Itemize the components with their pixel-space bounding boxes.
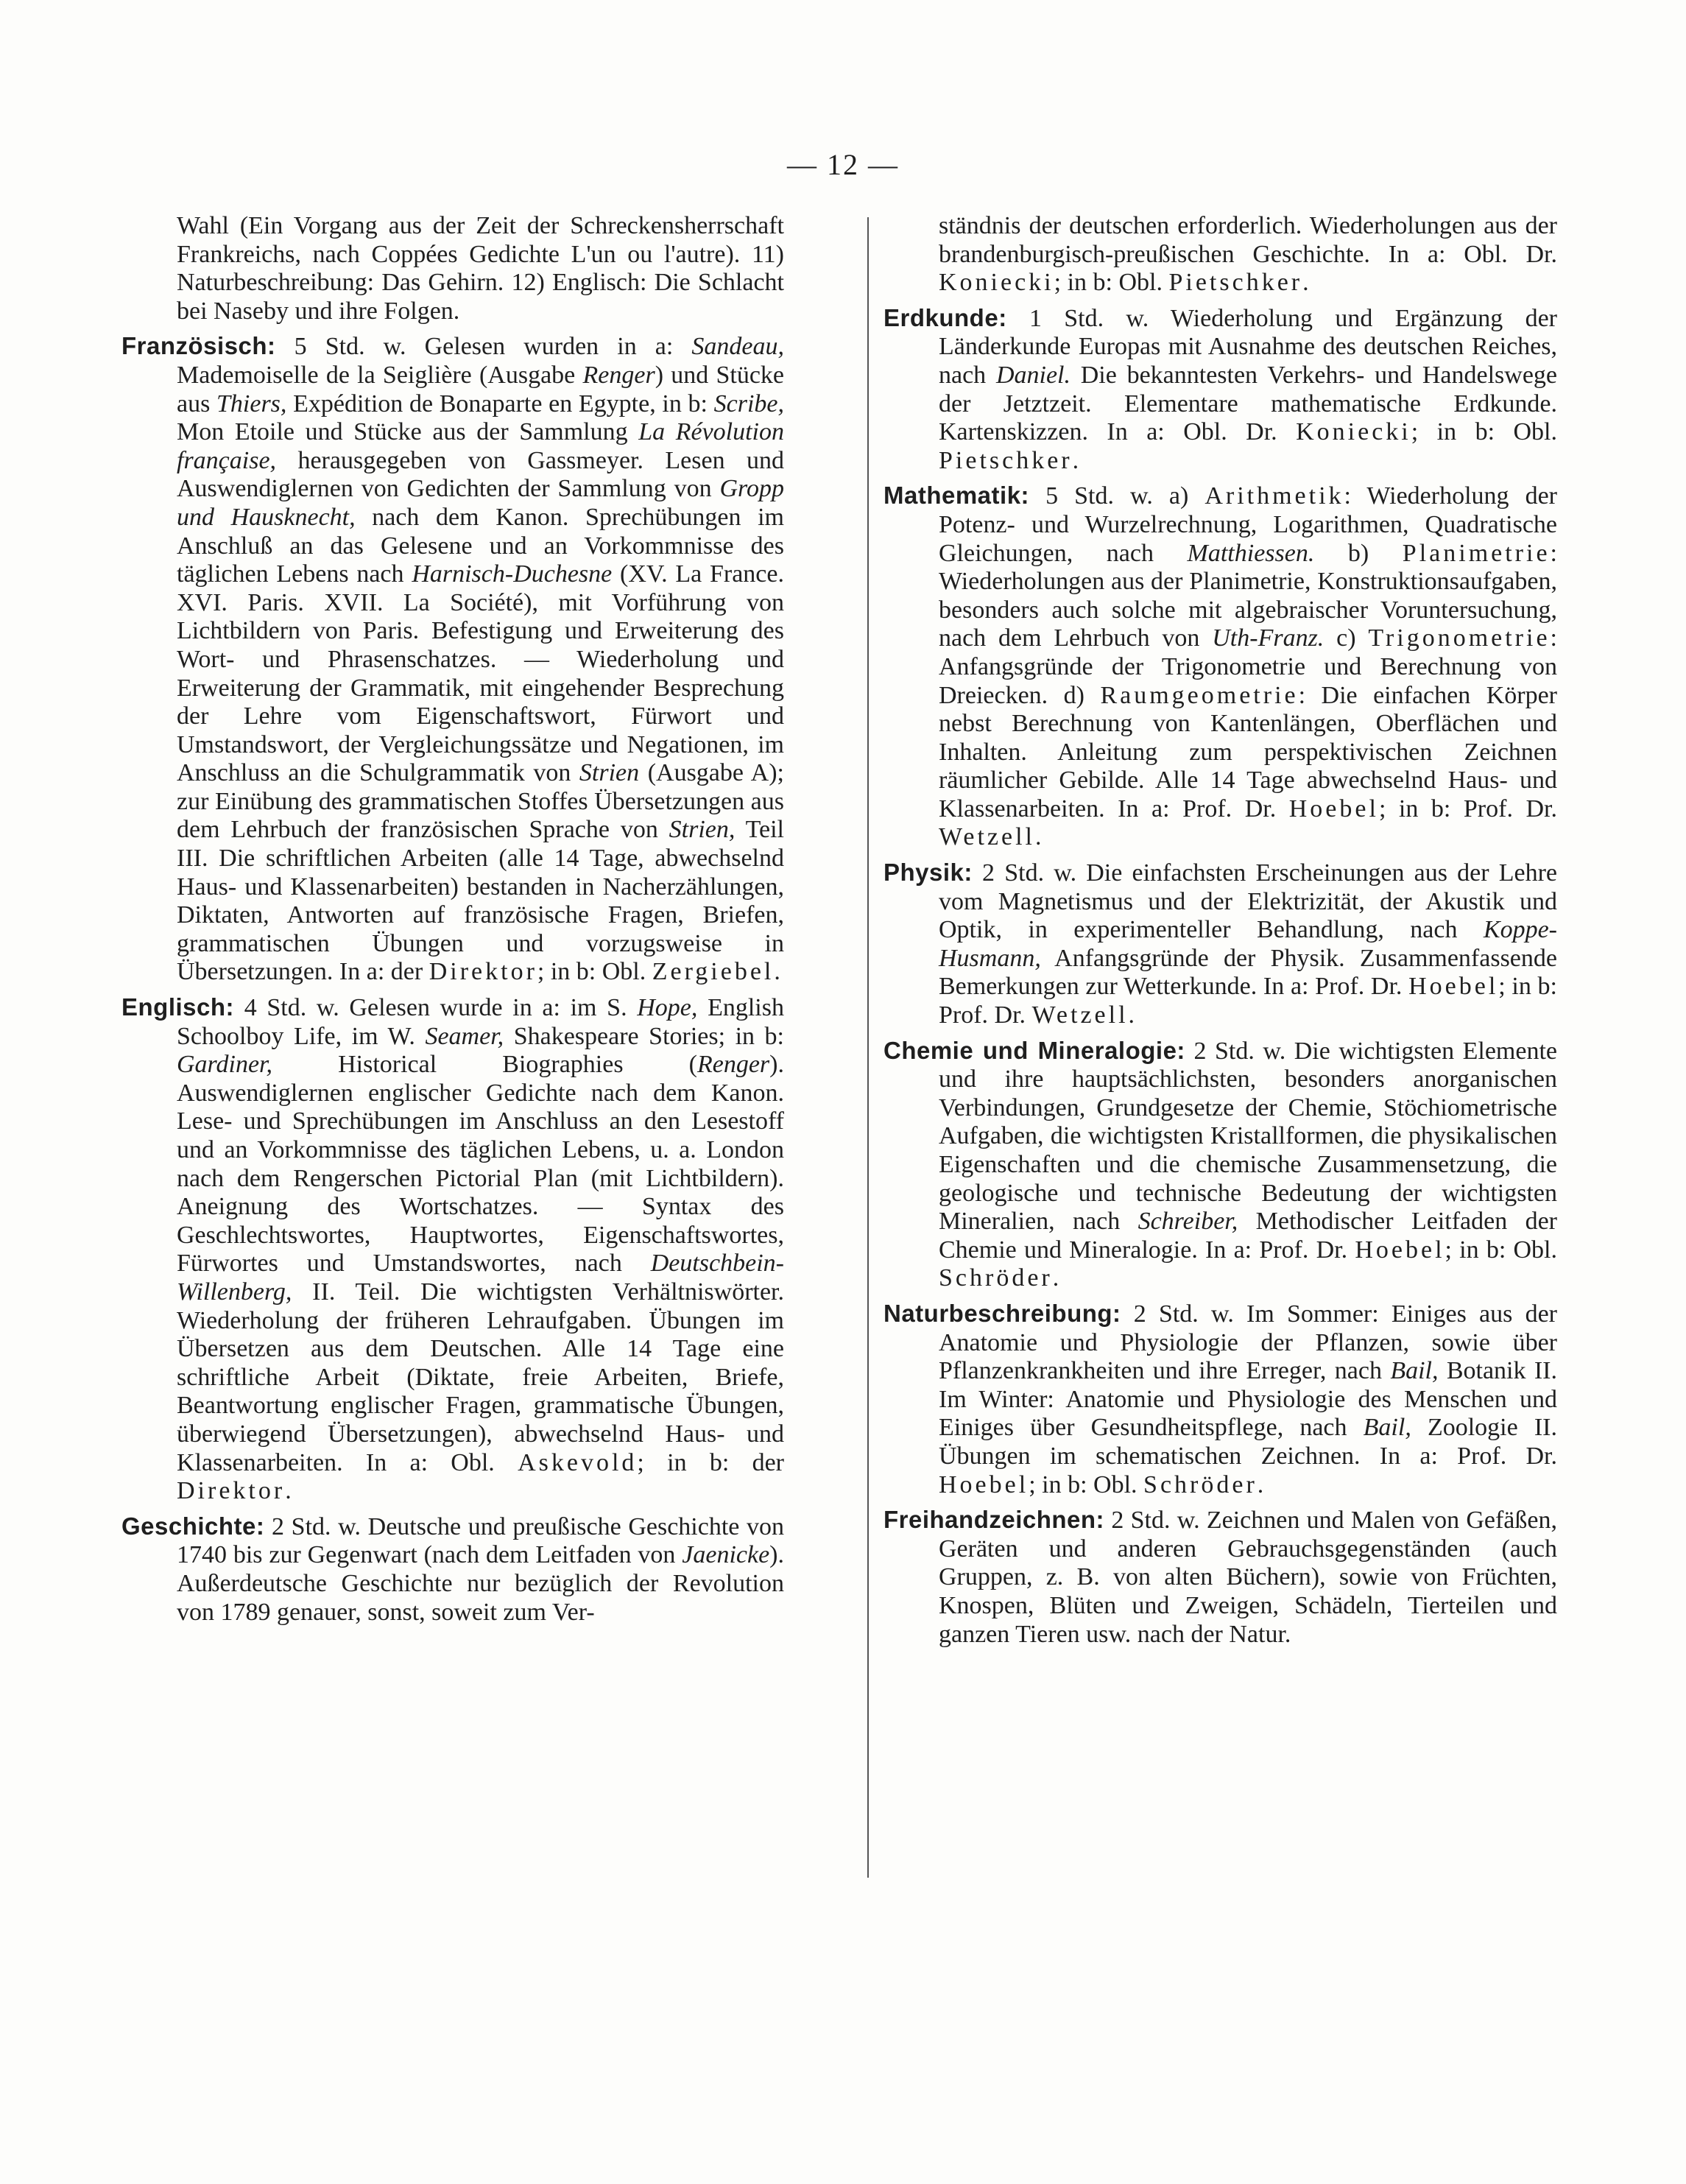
text-run: .	[1257, 1470, 1264, 1498]
text-run: Sandeau,	[691, 333, 784, 361]
text-run: Thiers,	[216, 390, 287, 418]
section-heading: Naturbeschreibung:	[883, 1299, 1121, 1327]
text-run: : Wiederholungen aus der Planimetrie, Konstruktionsaufgaben, besonders auch solche mit algebraischer Voruntersuchung, nach dem Lehrbuch von	[939, 539, 1557, 652]
text-run: ). Auswendiglernen englischer Gedichte nach dem Kanon. Lese- und Sprechübungen im Anschluss an den Lesestoff und an Vorkommnisse des täglichen Lebens, u. a. London nach dem Rengerschen Pictorial Plan (mit Lichtbildern). Aneignung des Wortschatzes. — Syntax des Geschlechtswortes, Hauptwortes, Eigenschaftswortes, Fürwortes und Umstandswortes, nach	[177, 1051, 784, 1278]
text-run: herausgegeben von Gassmeyer. Lesen und Auswendiglernen von Gedichten der Sammlung von	[177, 446, 784, 503]
section-cont-geschichte	[883, 212, 1557, 297]
text-run: Direktor	[177, 1477, 286, 1505]
text-run: Botanik II. Im Winter: Anatomie und Physiologie des Menschen und Einiges über Gesundheitspflege, nach	[939, 1357, 1557, 1442]
text-run: Expédition de Bonaparte en Egypte, in b:	[286, 390, 714, 418]
text-run: Renger	[582, 361, 655, 389]
text-run: Shakespeare Stories; in b:	[504, 1022, 785, 1050]
text-run: Pietschker	[939, 446, 1073, 474]
page-number: — 12 —	[787, 148, 899, 181]
section-naturbeschreibung	[883, 1300, 1557, 1499]
text-run: Daniel.	[995, 361, 1070, 389]
text-run: ; in b: Obl.	[1054, 269, 1169, 297]
text-run: Anfangsgründe der Physik. Zusammenfassende Bemerkungen zur Wetterkunde. In a: Prof. Dr.	[939, 944, 1557, 1001]
section-heading: Erdkunde:	[883, 303, 1007, 331]
text-run: Gardiner,	[177, 1051, 273, 1079]
text-run: La Révolution française,	[177, 418, 784, 474]
text-run: Historical Biographies (	[272, 1051, 697, 1079]
text-run: Koniecki	[939, 269, 1054, 297]
text-run: nach dem Kanon. Sprechübungen im Anschluß an das Gelesene und an Vorkommnisse des täglichen Lebens nach	[177, 503, 784, 588]
text-run: Bail,	[1390, 1357, 1439, 1385]
text-run: 5 Std. w. Gelesen wurden in a:	[275, 333, 692, 361]
text-run: ; in b: Prof. Dr.	[1378, 795, 1557, 822]
text-run: 2 Std. w. Im Sommer: Einiges aus der Anatomie und Physiologie der Pflanzen, sowie über Pflanzenkrankheiten und ihre Erreger, nach	[939, 1300, 1557, 1385]
text-run: Direktor	[428, 958, 537, 986]
text-run: 4 Std. w. Gelesen wurde in a: im S.	[234, 994, 638, 1022]
text-run: b)	[1314, 539, 1403, 567]
text-run: 1 Std. w. Wiederholung und Ergänzung der Länderkunde Europas mit Ausnahme des deutschen Reiches, nach	[939, 304, 1557, 389]
text-run: Hope,	[637, 994, 698, 1022]
text-run: Wahl (Ein Vorgang aus der Zeit der Schreckensherrschaft Frankreichs, nach Coppées Gedichte L'un ou l'autre). 11) Naturbeschreibung: Das Gehirn. 12) Englisch: Die Schlacht bei Naseby und ihre Folgen.	[177, 212, 784, 325]
text-run: 2 Std. w. Zeichnen und Malen von Gefäßen, Geräten und anderen Gebrauchsgegenständen (auch Gruppen, z. B. von alten Büchern), sowie von Früchten, Knospen, Blüten und Zweigen, Schädeln, Tierteilen und ganzen Tieren usw. nach der Natur.	[939, 1507, 1557, 1648]
section-erdkunde	[883, 304, 1557, 476]
text-run: Hoebel	[939, 1470, 1029, 1498]
text-run: c)	[1324, 624, 1369, 652]
text-run: 2 Std. w. Die einfachsten Erscheinungen aus der Lehre vom Magnetismus und der Elektrizität, der Akustik und Optik, in experimenteller Behandlung, nach	[939, 859, 1557, 944]
text-run: ; in b: Obl.	[1029, 1470, 1144, 1498]
text-run: (Ausgabe A); zur Einübung des grammatischen Stoffes Übersetzungen aus dem Lehrbuch der französischen Sprache von	[177, 759, 784, 844]
text-run: : Wiederholung der Potenz- und Wurzelrechnung, Logarithmen, Quadratische Gleichungen, nach	[939, 482, 1557, 567]
text-run: Mademoiselle de la Seiglière (Ausgabe	[177, 361, 583, 389]
text-run: Hoebel	[1408, 973, 1499, 1001]
section-heading: Chemie und Mineralogie:	[883, 1036, 1185, 1064]
text-run: Seamer,	[425, 1022, 504, 1050]
section-franzoesisch	[121, 332, 784, 987]
text-run: .	[774, 958, 780, 986]
text-run: Koppe-Husmann,	[939, 916, 1557, 972]
text-run: .	[1072, 446, 1079, 474]
text-run: ; in b: Prof. Dr.	[939, 973, 1557, 1029]
text-run: Scribe,	[713, 390, 784, 418]
text-run: Raumgeometrie	[1100, 681, 1299, 709]
text-run: Pietschker	[1168, 269, 1303, 297]
text-run: Strien,	[669, 816, 736, 844]
text-run: ). Außerdeutsche Geschichte nur bezüglich der Revolution von 1789 genauer, sonst, soweit zum Ver-	[177, 1541, 784, 1626]
section-physik	[883, 859, 1557, 1030]
text-run: .	[1128, 1001, 1135, 1029]
text-run: .	[1052, 1264, 1059, 1292]
text-run: 2 Std. w. Die wichtigsten Elemente und ihre hauptsächlichsten, besonders anorganischen Verbindungen, Grundgesetze der Chemie, Stöchiometrische Aufgaben, die wichtigsten Kristallformen, die physikalischen Eigenschaften und die chemische Zusammensetzung, die geologische und technische Bedeutung der wichtigsten Mineralien, nach	[939, 1037, 1557, 1236]
text-run: Matthiessen.	[1187, 539, 1315, 567]
text-run: Hoebel	[1355, 1236, 1445, 1264]
section-mathematik	[883, 482, 1557, 852]
text-run: Die bekanntesten Verkehrs- und Handelswege der Jetztzeit. Elementare mathematische Erdkunde. Kartenskizzen. In a: Obl. Dr.	[939, 361, 1557, 446]
text-run: Deutschbein-Willenberg,	[177, 1250, 784, 1306]
text-run: Wetzell	[939, 823, 1035, 851]
text-run: .	[1034, 823, 1042, 851]
text-run: Harnisch-Duchesne	[412, 560, 613, 588]
text-run: Mon Etoile und Stücke aus der Sammlung	[177, 418, 639, 446]
text-run: Methodischer Leitfaden der Chemie und Mineralogie. In a: Prof. Dr.	[939, 1208, 1557, 1264]
text-run: ; in b: der	[637, 1448, 784, 1476]
text-run: Teil III. Die schriftlichen Arbeiten (alle 14 Tage, abwechselnd Haus- und Klassenarbeiten) bestanden in Nacherzählungen, Diktaten, Antworten auf französische Fragen, Briefen, grammatischen Übungen und vorzugsweise in Übersetzungen. In a: der	[177, 816, 784, 986]
section-freihandzeichnen	[883, 1506, 1557, 1649]
text-run: Schreiber,	[1137, 1208, 1238, 1236]
text-run: Askevold	[518, 1448, 638, 1476]
text-run: II. Teil. Die wichtigsten Verhältniswörter. Wiederholung der früheren Lehraufgaben. Übungen im Übersetzen aus dem Deutschen. Alle 14 Tage eine schriftliche Arbeit (Diktate, freie Arbeiten, Briefe, Beantwortung englischer Fragen, grammatische Übungen, überwiegend Übersetzungen), abwechselnd Haus- und Klassenarbeiten. In a: Obl.	[177, 1278, 784, 1476]
text-run: Zergiebel	[652, 958, 775, 986]
section-cont-deutsch	[121, 212, 784, 325]
text-run: : Anfangsgründe der Trigonometrie und Berechnung von Dreiecken. d)	[939, 624, 1557, 709]
text-run: Uth-Franz.	[1212, 624, 1325, 652]
text-run: Hoebel	[1288, 795, 1379, 822]
section-heading: Englisch:	[121, 993, 235, 1021]
text-run: ; in b: Obl.	[537, 958, 652, 986]
section-chemie	[883, 1037, 1557, 1293]
section-heading: Geschichte:	[121, 1512, 265, 1540]
text-run: Strien	[579, 759, 640, 787]
text-run: 2 Std. w. Deutsche und preußische Geschichte von 1740 bis zur Gegenwart (nach dem Leitfaden von	[177, 1512, 784, 1569]
column-divider	[867, 217, 869, 1878]
section-heading: Französisch:	[121, 332, 276, 360]
text-run: Gropp und Hausknecht,	[177, 475, 784, 531]
text-run: Renger	[696, 1051, 770, 1079]
text-run: ständnis der deutschen erforderlich. Wiederholungen aus der brandenburgisch-preußischen Geschichte. In a: Obl. Dr.	[939, 212, 1557, 268]
text-run: Jaenicke	[682, 1541, 770, 1569]
text-run: Bail,	[1363, 1414, 1411, 1442]
text-run: Planimetrie	[1402, 539, 1551, 567]
section-heading: Freihandzeichnen:	[883, 1506, 1105, 1534]
text-run: English Schoolboy Life, im W.	[177, 994, 784, 1050]
text-run: Schröder	[939, 1264, 1053, 1292]
right-column	[883, 212, 1557, 1655]
text-run: ; in b: Obl.	[1445, 1236, 1557, 1264]
text-run: Arithmetik	[1204, 482, 1344, 510]
text-run: (XV. La France. XVI. Paris. XVII. La Société), mit Vorführung von Lichtbildern von Paris. Befestigung und Erweiterung des Wort- und Phrasenschatzes. — Wiederholung und Erweiterung der Grammatik, mit eingehender Besprechung der Lehre vom Eigenschaftswort, Fürwort und Umstandswort, der Vergleichungssätze und Negationen, im Anschluss an die Schulgrammatik von	[177, 560, 784, 787]
text-run: ) und Stücke aus	[177, 361, 784, 418]
text-run: Wetzell	[1031, 1001, 1129, 1029]
text-run: .	[285, 1477, 292, 1505]
text-run: Koniecki	[1296, 418, 1411, 446]
text-run: .	[1302, 269, 1309, 297]
text-run: ; in b: Obl.	[1411, 418, 1557, 446]
left-column	[121, 212, 784, 1633]
text-run: Trigonometrie	[1368, 624, 1551, 652]
text-run: Schröder	[1143, 1470, 1258, 1498]
section-geschichte	[121, 1512, 784, 1627]
section-englisch	[121, 993, 784, 1506]
section-heading: Physik:	[883, 859, 973, 887]
section-heading: Mathematik:	[883, 482, 1030, 510]
text-run: : Die einfachen Körper nebst Berechnung von Kantenlängen, Oberflächen und Inhalten. Anleitung zum perspektivischen Zeichnen räumlicher Gebilde. Alle 14 Tage abwechselnd Haus- und Klassenarbeiten. In a: Prof. Dr.	[939, 681, 1557, 822]
text-run: Zoologie II. Übungen im schematischen Zeichnen. In a: Prof. Dr.	[939, 1414, 1557, 1470]
text-run: 5 Std. w. a)	[1029, 482, 1205, 510]
